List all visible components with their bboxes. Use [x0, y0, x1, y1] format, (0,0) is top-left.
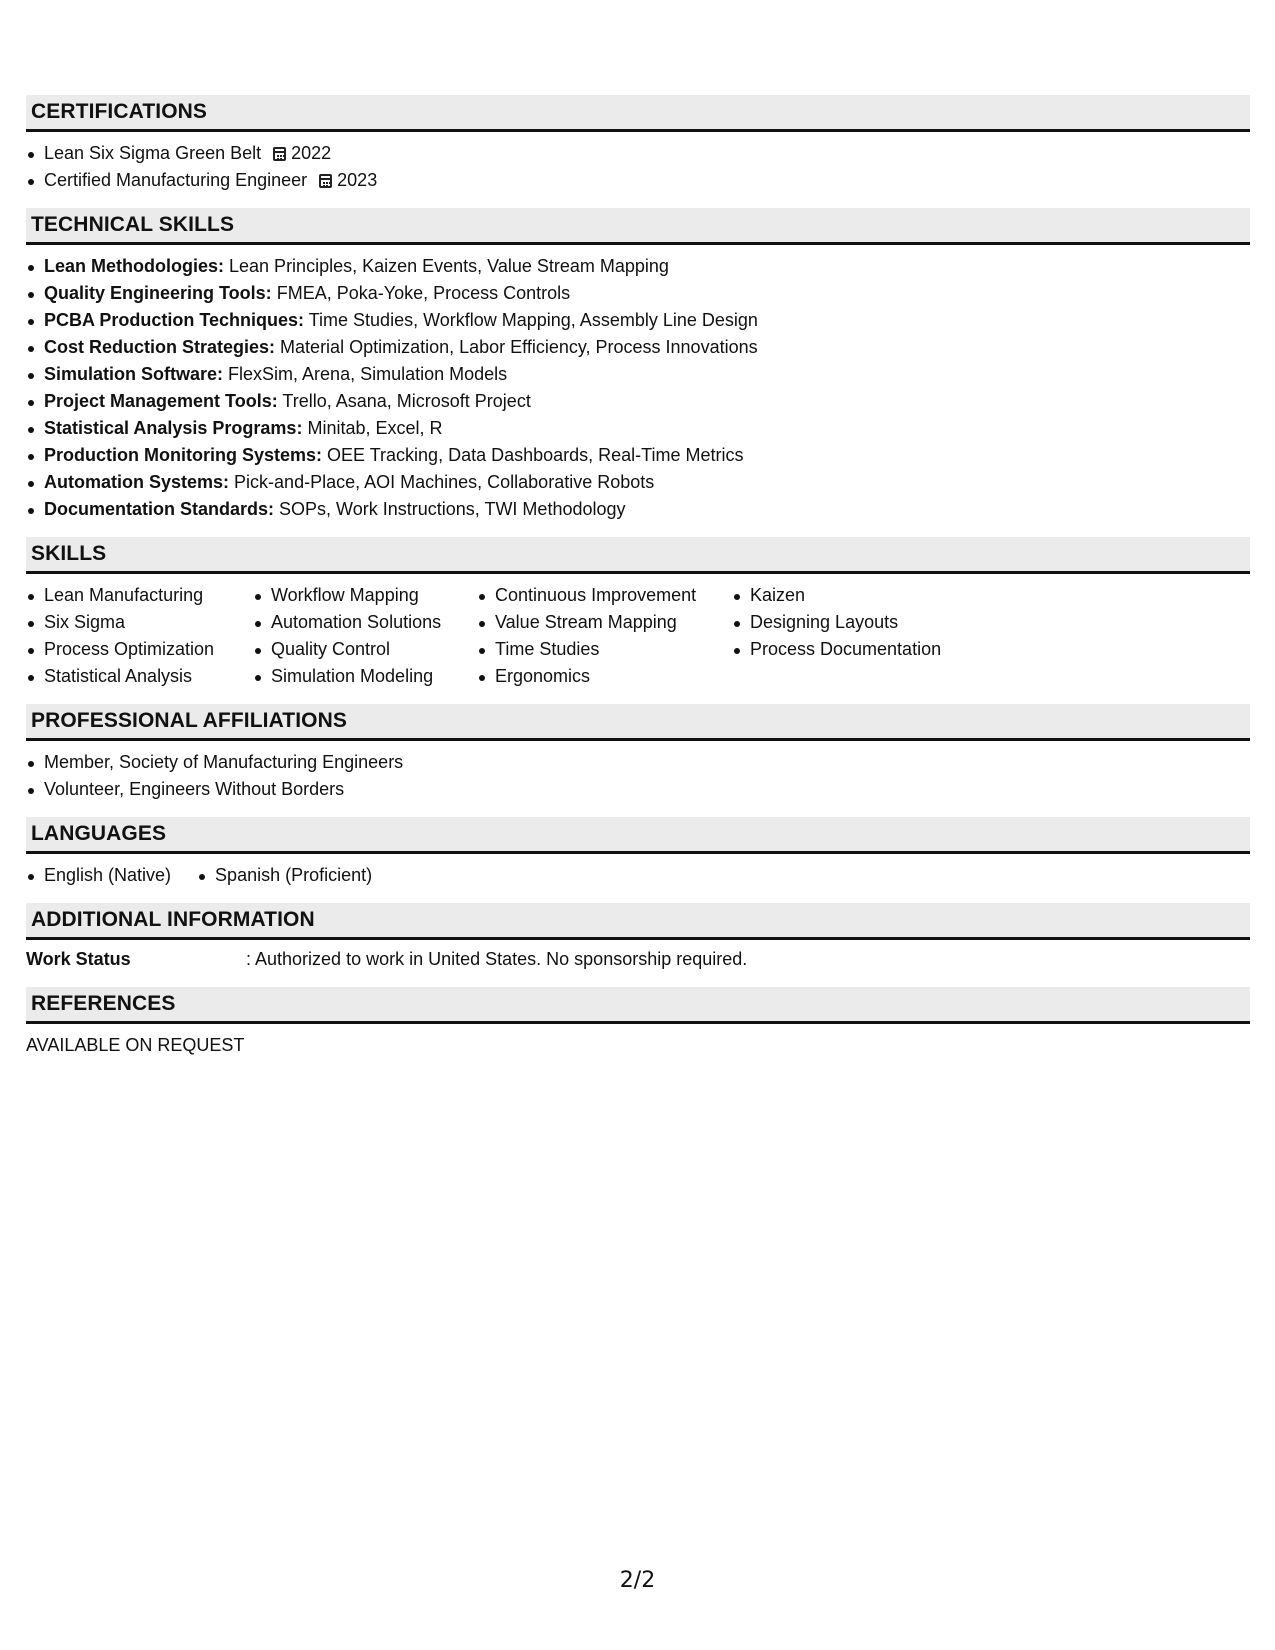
technical-skill-item: [26, 442, 1250, 469]
technical-skill-value: Pick-and-Place, AOI Machines, Collaborative Robots: [234, 472, 655, 492]
skill-item: Continuous Improvement: [473, 582, 728, 609]
references-header: REFERENCES: [26, 987, 1250, 1024]
language-item: English (Native): [26, 862, 171, 889]
skill-item: Time Studies: [473, 636, 728, 663]
technical-skill-value: FlexSim, Arena, Simulation Models: [228, 364, 508, 384]
certification-year: 2023: [337, 170, 378, 190]
certification-name: Lean Six Sigma Green Belt: [44, 143, 262, 163]
technical-skill-label: Quality Engineering Tools:: [44, 283, 272, 303]
languages-list: [26, 862, 1250, 889]
languages-header: LANGUAGES: [26, 817, 1250, 854]
technical-skill-item: [26, 496, 1250, 523]
technical-skill-item: [26, 388, 1250, 415]
additional-info-header: ADDITIONAL INFORMATION: [26, 903, 1250, 940]
skills-column: [26, 582, 249, 690]
technical-skill-item: [26, 307, 1250, 334]
skills-column: [473, 582, 728, 690]
language-item: Spanish (Proficient): [197, 862, 372, 889]
technical-skill-item: [26, 415, 1250, 442]
skill-item: Workflow Mapping: [249, 582, 473, 609]
page-number: 2/2: [619, 1568, 656, 1593]
skill-item: Ergonomics: [473, 663, 728, 690]
skills-grid: [26, 582, 1250, 690]
certifications-list: [26, 140, 1250, 194]
technical-skill-label: Project Management Tools:: [44, 391, 278, 411]
skill-item: Kaizen: [728, 582, 988, 609]
technical-skill-item: [26, 361, 1250, 388]
certification-item: [26, 140, 1250, 167]
technical-skill-label: PCBA Production Techniques:: [44, 310, 305, 330]
technical-skill-value: Trello, Asana, Microsoft Project: [282, 391, 531, 411]
technical-skill-value: FMEA, Poka-Yoke, Process Controls: [276, 283, 571, 303]
work-status-label: Work Status: [26, 949, 131, 969]
skills-column: [249, 582, 473, 690]
affiliation-item: Volunteer, Engineers Without Borders: [26, 776, 1250, 803]
technical-skill-item: [26, 334, 1250, 361]
skill-item: Designing Layouts: [728, 609, 988, 636]
technical-skill-label: Automation Systems:: [44, 472, 230, 492]
technical-skill-value: SOPs, Work Instructions, TWI Methodology: [279, 499, 626, 519]
certification-item: [26, 167, 1250, 194]
technical-skill-value: OEE Tracking, Data Dashboards, Real-Time Metrics: [327, 445, 744, 465]
skill-item: Process Documentation: [728, 636, 988, 663]
technical-skill-value: Minitab, Excel, R: [307, 418, 443, 438]
work-status-value: : Authorized to work in United States. No sponsorship required.: [246, 949, 748, 969]
technical-skill-label: Lean Methodologies:: [44, 256, 224, 276]
certification-name: Certified Manufacturing Engineer: [44, 170, 308, 190]
technical-skill-value: Time Studies, Workflow Mapping, Assembly Line Design: [308, 310, 758, 330]
technical-skill-value: Lean Principles, Kaizen Events, Value Stream Mapping: [229, 256, 669, 276]
skill-item: Value Stream Mapping: [473, 609, 728, 636]
technical-skill-value: Material Optimization, Labor Efficiency, Process Innovations: [280, 337, 758, 357]
technical-skill-item: [26, 253, 1250, 280]
certifications-header: CERTIFICATIONS: [26, 95, 1250, 132]
technical-skill-label: Simulation Software:: [44, 364, 224, 384]
skill-item: Statistical Analysis: [26, 663, 249, 690]
skill-item: Lean Manufacturing: [26, 582, 249, 609]
technical-skills-list: [26, 253, 1250, 523]
calendar-icon: [319, 174, 332, 188]
affiliation-item: Member, Society of Manufacturing Engineers: [26, 749, 1250, 776]
skill-item: Automation Solutions: [249, 609, 473, 636]
certification-year: 2022: [291, 143, 332, 163]
work-status-row: [26, 946, 1250, 973]
affiliations-header: PROFESSIONAL AFFILIATIONS: [26, 704, 1250, 741]
skills-column: [728, 582, 988, 690]
skills-header: SKILLS: [26, 537, 1250, 574]
resume-page: [26, 95, 1250, 1059]
technical-skill-label: Statistical Analysis Programs:: [44, 418, 303, 438]
affiliations-list: [26, 749, 1250, 803]
technical-skill-item: [26, 280, 1250, 307]
technical-skill-label: Documentation Standards:: [44, 499, 275, 519]
calendar-icon: [273, 147, 286, 161]
references-text: AVAILABLE ON REQUEST: [26, 1035, 245, 1055]
technical-skills-header: TECHNICAL SKILLS: [26, 208, 1250, 245]
technical-skill-item: [26, 469, 1250, 496]
skill-item: Simulation Modeling: [249, 663, 473, 690]
skill-item: Quality Control: [249, 636, 473, 663]
technical-skill-label: Production Monitoring Systems:: [44, 445, 323, 465]
technical-skill-label: Cost Reduction Strategies:: [44, 337, 276, 357]
skill-item: Process Optimization: [26, 636, 249, 663]
skill-item: Six Sigma: [26, 609, 249, 636]
